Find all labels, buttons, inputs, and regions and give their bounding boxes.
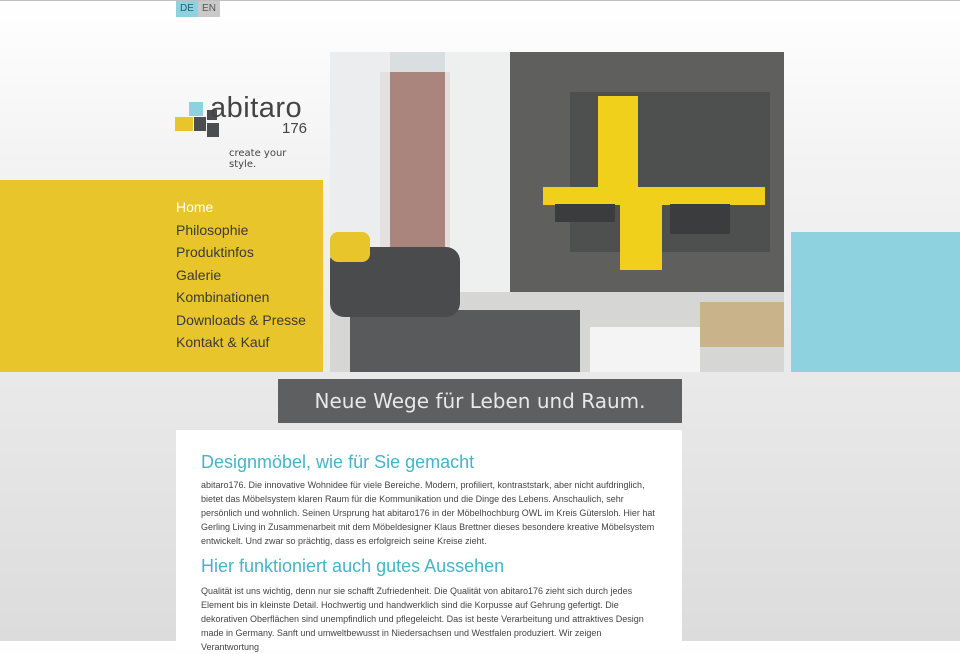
content-heading-2: Hier funktioniert auch gutes Aussehen — [201, 556, 505, 576]
logo-name: abitaro — [210, 92, 303, 124]
content-paragraph-2: Qualität ist uns wichtig, denn nur sie schafft Zufriedenheit. Die Qualität von abitaro176 zieht sich durch jedes Element bis in kleinste Detail. Hochwertig und handwerklich sind die Korpusse auf Gehrung gefertigt. Die dekorativen Oberflächen sind unempfindlich und pflegeleicht. Das ist beste Verarbeitung und attraktives Design made in Germany. Sanft und umweltbewusst in Niedersachsen und Westfalen produziert. Wir zeigen Verantwortung — [201, 586, 644, 652]
language-switcher — [176, 1, 220, 17]
nav-item-philosophie[interactable]: Philosophie — [176, 221, 249, 238]
content-paragraph-1: abitaro176. Die innovative Wohnidee für viele Bereiche. Modern, profiliert, kontraststark, aber nicht aufdringlich, bietet das Möbelsystem klaren Raum für die Kommunikation und die Dinge des Lebens. Anschaulich, sehr persönlich und wohnlich. Seinen Ursprung hat abitaro176 in der Möbelhochburg OWL im Kreis Gütersloh. Hier hat Gerling Living in Zusammenarbeit mit dem Möbeldesigner Klaus Brettner dieses besondere kreative Möbelsystem entwickelt. Und zwar so prächtig, dass es erfolgreich seine Kreise zieht. — [201, 480, 655, 546]
nav-item-galerie[interactable]: Galerie — [176, 266, 222, 283]
content-heading-1: Designmöbel, wie für Sie gemacht — [201, 452, 475, 472]
logo-mark-dark-1 — [194, 117, 206, 131]
slogan-text: Neue Wege für Leben und Raum. — [314, 389, 646, 413]
logo[interactable] — [175, 92, 315, 170]
slogan-banner — [278, 379, 682, 423]
language-de-button[interactable]: DE — [176, 1, 198, 17]
logo-tagline: create your style. — [229, 148, 287, 170]
logo-number: 176 — [282, 120, 308, 137]
nav-item-kontakt-kauf[interactable]: Kontakt & Kauf — [176, 334, 270, 350]
nav-item-produktinfos[interactable]: Produktinfos — [176, 244, 254, 260]
top-border — [0, 0, 960, 1]
accent-panel — [791, 232, 960, 372]
main-nav — [176, 196, 306, 354]
language-en-button[interactable]: EN — [198, 1, 220, 17]
hero-illustration — [330, 52, 784, 372]
hero-image — [330, 52, 784, 372]
nav-item-home[interactable]: Home — [176, 199, 214, 215]
main-content — [176, 430, 682, 650]
logo-mark-yellow — [175, 117, 193, 131]
logo-mark-dark-2 — [207, 123, 219, 137]
nav-item-downloads-presse[interactable]: Downloads & Presse — [176, 311, 306, 328]
logo-mark-icon — [189, 102, 203, 116]
nav-item-kombinationen[interactable]: Kombinationen — [176, 289, 270, 305]
